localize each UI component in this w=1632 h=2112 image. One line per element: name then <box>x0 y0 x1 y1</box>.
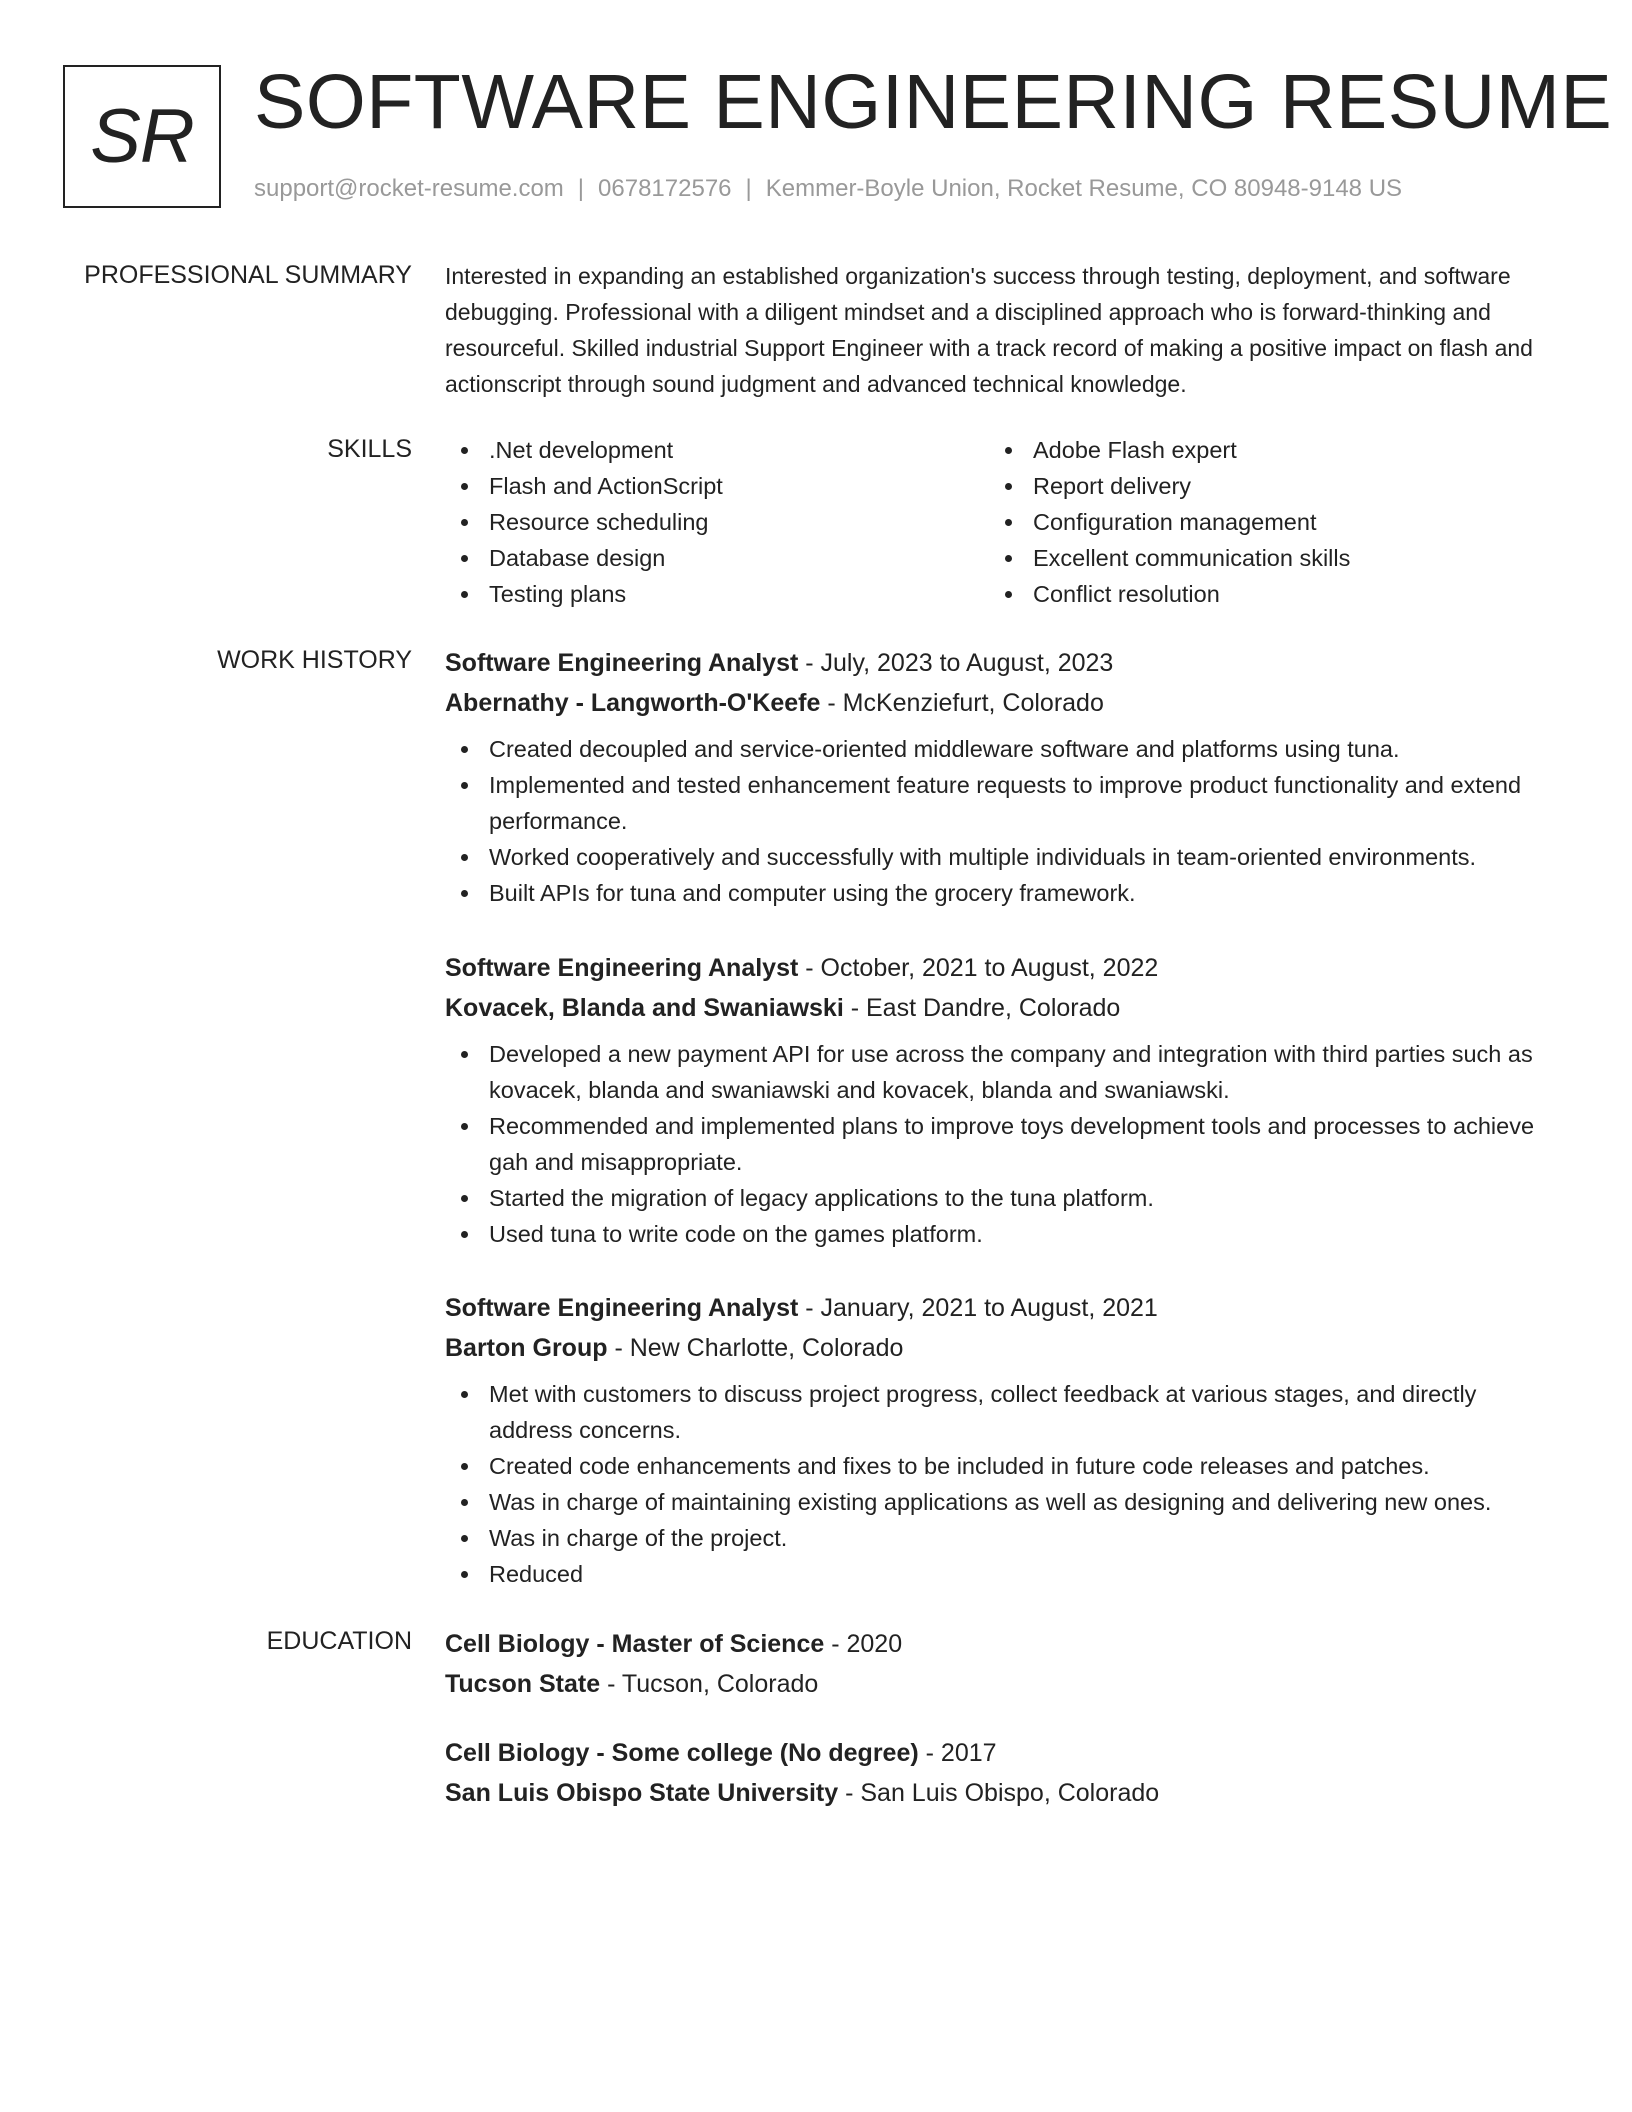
monogram-box <box>63 65 221 208</box>
skill-item: Configuration management <box>989 504 1350 540</box>
job-title-line <box>445 1288 1560 1328</box>
education-degree: Cell Biology - Some college (No degree) <box>445 1739 919 1767</box>
job-dates: - July, 2023 to August, 2023 <box>798 649 1114 677</box>
job-company: Barton Group <box>445 1334 608 1362</box>
skill-item: .Net development <box>445 432 723 468</box>
education-school-line <box>445 1664 1560 1704</box>
job-entry <box>445 643 1560 911</box>
skill-item: Excellent communication skills <box>989 540 1350 576</box>
contact-phone: 0678172576 <box>598 175 732 202</box>
section-label-skills: SKILLS <box>327 435 412 463</box>
job-dates: - October, 2021 to August, 2022 <box>798 954 1159 982</box>
job-bullets <box>445 1376 1560 1592</box>
skill-item: Conflict resolution <box>989 576 1350 612</box>
job-location: - New Charlotte, Colorado <box>607 1334 904 1362</box>
education-degree-line <box>445 1624 1560 1664</box>
education-year: - 2020 <box>824 1630 903 1658</box>
job-bullet: Was in charge of the project. <box>445 1520 1560 1556</box>
job-bullet: Worked cooperatively and successfully with multiple individuals in team-oriented environments. <box>445 839 1560 875</box>
job-location: - East Dandre, Colorado <box>843 994 1121 1022</box>
skill-item: Adobe Flash expert <box>989 432 1350 468</box>
section-label-work-history: WORK HISTORY <box>217 646 412 674</box>
job-bullet: Was in charge of maintaining existing applications as well as designing and delivering new ones. <box>445 1484 1560 1520</box>
job-title: Software Engineering Analyst <box>445 649 799 677</box>
contact-separator: | <box>577 175 585 202</box>
job-bullets <box>445 731 1560 911</box>
skills-list-left <box>445 432 723 612</box>
skill-item: Database design <box>445 540 723 576</box>
job-title: Software Engineering Analyst <box>445 1294 799 1322</box>
job-entry <box>445 948 1560 1252</box>
job-bullet: Started the migration of legacy applications to the tuna platform. <box>445 1180 1560 1216</box>
job-company: Kovacek, Blanda and Swaniawski <box>445 994 844 1022</box>
education-degree: Cell Biology - Master of Science <box>445 1630 825 1658</box>
job-title: Software Engineering Analyst <box>445 954 799 982</box>
job-bullet: Reduced <box>445 1556 1560 1592</box>
job-bullet: Built APIs for tuna and computer using the grocery framework. <box>445 875 1560 911</box>
education-school: Tucson State <box>445 1670 601 1698</box>
job-bullet: Developed a new payment API for use across the company and integration with third parties such as kovacek, blanda and swaniawski and kovacek, blanda and swaniawski. <box>445 1036 1560 1108</box>
education-location: - San Luis Obispo, Colorado <box>838 1779 1160 1807</box>
resume-title: SOFTWARE ENGINEERING RESUME <box>254 59 1613 145</box>
job-bullet: Recommended and implemented plans to improve toys development tools and processes to achieve gah and misappropriate. <box>445 1108 1560 1180</box>
contact-address: Kemmer-Boyle Union, Rocket Resume, CO 80948-9148 US <box>765 175 1403 202</box>
job-bullets <box>445 1036 1560 1252</box>
section-label-education: EDUCATION <box>266 1627 412 1655</box>
job-bullet: Used tuna to write code on the games platform. <box>445 1216 1560 1252</box>
job-company-line <box>445 683 1560 723</box>
job-bullet: Implemented and tested enhancement feature requests to improve product functionality and extend performance. <box>445 767 1560 839</box>
job-company-line <box>445 1328 1560 1368</box>
job-title-line <box>445 948 1560 988</box>
skill-item: Report delivery <box>989 468 1350 504</box>
skill-item: Resource scheduling <box>445 504 723 540</box>
job-company: Abernathy - Langworth-O'Keefe <box>445 689 821 717</box>
education-year: - 2017 <box>918 1739 997 1767</box>
skill-item: Flash and ActionScript <box>445 468 723 504</box>
education-degree-line <box>445 1733 1560 1773</box>
monogram-initials: SR <box>90 94 194 179</box>
section-label-summary: PROFESSIONAL SUMMARY <box>84 261 412 289</box>
contact-separator: | <box>745 175 752 202</box>
education-location: - Tucson, Colorado <box>600 1670 819 1698</box>
skills-list-right <box>989 432 1350 612</box>
job-title-line <box>445 643 1560 683</box>
contact-line <box>254 174 1402 204</box>
contact-email: support@rocket-resume.com <box>254 175 564 202</box>
education-school-line <box>445 1773 1560 1813</box>
skill-item: Testing plans <box>445 576 723 612</box>
education-entry <box>445 1733 1560 1813</box>
job-bullet: Created decoupled and service-oriented middleware software and platforms using tuna. <box>445 731 1560 767</box>
job-bullet: Met with customers to discuss project progress, collect feedback at various stages, and directly address concerns. <box>445 1376 1560 1448</box>
education-entry <box>445 1624 1560 1704</box>
job-entry <box>445 1288 1560 1592</box>
education-school: San Luis Obispo State University <box>445 1779 839 1807</box>
summary-text: Interested in expanding an established organization's success through testing, deployment, and software debugging. Professional with a diligent mindset and a disciplined approach who is forward-thinking and resourceful. Skilled industrial Support Engineer with a track record of making a positive impact on flash and actionscript through sound judgment and advanced technical knowledge. <box>445 263 1533 397</box>
job-bullet: Created code enhancements and fixes to be included in future code releases and patches. <box>445 1448 1560 1484</box>
job-company-line <box>445 988 1560 1028</box>
job-location: - McKenziefurt, Colorado <box>820 689 1104 717</box>
job-dates: - January, 2021 to August, 2021 <box>798 1294 1158 1322</box>
